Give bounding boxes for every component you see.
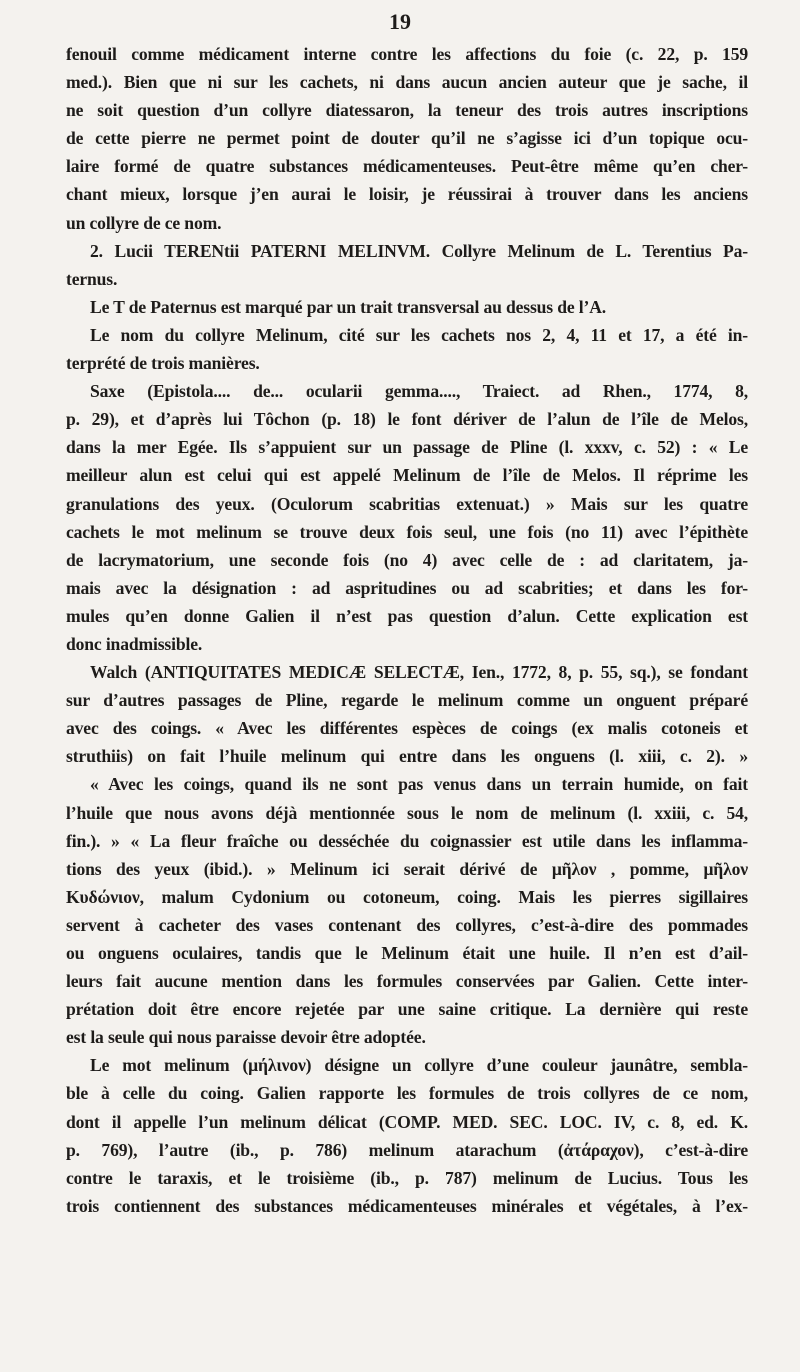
text-line: tions des yeux (ibid.). » Melinum ici serait dérivé de μῆλον , pomme, μῆλον [66,858,748,879]
page-number: 19 [389,9,411,34]
text-line: servent à cacheter des vases contenant des collyres, c’est-à-dire des pommades [66,914,748,935]
text-line: est la seule qui nous paraisse devoir être adoptée. [66,1027,426,1048]
text-line: chant mieux, lorsque j’en aurai le loisir, je réussirai à trouver dans les anciens [66,184,748,205]
text-line: ternus. [66,268,118,289]
text-line: granulations des yeux. (Oculorum scabritias extenuat.) » Mais sur les quatre [66,493,748,514]
text-line: med.). Bien que ni sur les cachets, ni dans aucun ancien auteur que je sache, il [66,72,748,93]
text-line: 2. Lucii TERENtii PATERNI MELINVM. Collyre Melinum de L. Terentius Pa- [90,240,748,261]
text-line: l’huile que nous avons déjà mentionnée sous le nom de melinum (l. xxiii, c. 54, [66,802,748,823]
text-line: p. 29), et d’après lui Tôchon (p. 18) le font dériver de l’alun de l’île de Melos, [66,409,748,430]
text-line: terprété de trois manières. [66,353,260,374]
text-line: ou onguens oculaires, tandis que le Melinum était une huile. Il n’en est d’ail- [66,943,748,963]
text-line: laire formé de quatre substances médicamenteuses. Peut-être même qu’en cher- [66,156,748,177]
text-line: leurs fait aucune mention dans les formules conservées par Galien. Cette inter- [66,971,748,992]
text-line: ne soit question d’un collyre diatessaron, la teneur des trois autres inscriptions [66,100,748,121]
text-line: trois contiennent des substances médicamenteuses minérales et végétales, à l’ex- [66,1195,748,1216]
text-line: avec des coings. « Avec les différentes espèces de coings (ex malis cotoneis et [66,718,748,739]
text-line: Le nom du collyre Melinum, cité sur les cachets nos 2, 4, 11 et 17, a été in- [90,324,748,345]
text-line: mules qu’en donne Galien il n’est pas question d’alun. Cette explication est [66,605,748,626]
text-line: « Avec les coings, quand ils ne sont pas venus dans un terrain humide, on fait [90,774,748,795]
text-line: dont il appelle l’un melinum délicat (COMP. MED. SEC. LOC. IV, c. 8, ed. K. [66,1111,748,1132]
text-line: prétation doit être encore rejetée par une saine critique. La dernière qui reste [66,999,748,1020]
text-line: fenouil comme médicament interne contre les affections du foie (c. 22, p. 159 [66,44,748,64]
text-line: Saxe (Epistola.... de... ocularii gemma...., Traiect. ad Rhen., 1774, 8, [90,381,748,402]
text-line: struthiis) on fait l’huile melinum qui entre dans les onguens (l. xiii, c. 2). » [66,746,748,767]
text-line: fin.). » « La fleur fraîche ou desséchée du coignassier est utile dans les inflamma- [66,830,748,851]
text-line: cachets le mot melinum se trouve deux fois seul, une fois (no 11) avec l’épithète [66,521,748,542]
text-line: un collyre de ce nom. [66,212,222,233]
text-line: ble à celle du coing. Galien rapporte les formules de trois collyres de ce nom, [66,1083,748,1104]
text-line: Κυδώνιον, malum Cydonium ou cotoneum, coing. Mais les pierres sigillaires [66,886,748,907]
text-line: meilleur alun est celui qui est appelé Melinum de l’île de Melos. Il réprime les [66,465,748,486]
text-line: Walch (ANTIQUITATES MEDICÆ SELECTÆ, Ien., 1772, 8, p. 55, sq.), se fondant [90,662,748,683]
text-line: de lacrymatorium, une seconde fois (no 4) avec celle de : ad claritatem, ja- [66,549,748,570]
text-line: donc inadmissible. [66,633,203,654]
text-line: mais avec la désignation : ad aspritudines ou ad scabrities; et dans les for- [66,577,748,598]
text-line: p. 769), l’autre (ib., p. 786) melinum atarachum (ἀτάραχον), c’est-à-dire [66,1139,748,1160]
text-line: dans la mer Egée. Ils s’appuient sur un passage de Pline (l. xxxv, c. 52) : « Le [66,437,748,458]
text-line: de cette pierre ne permet point de douter qu’il ne s’agisse ici d’un topique ocu- [66,128,748,149]
body-text [66,40,748,1220]
text-line: contre le taraxis, et le troisième (ib., p. 787) melinum de Lucius. Tous les [66,1167,748,1188]
text-line: Le mot melinum (μήλινον) désigne un collyre d’une couleur jaunâtre, sembla- [90,1055,748,1076]
text-line: sur d’autres passages de Pline, regarde le melinum comme un onguent préparé [66,690,748,711]
text-line: Le T de Paternus est marqué par un trait transversal au dessus de l’A. [90,296,607,317]
